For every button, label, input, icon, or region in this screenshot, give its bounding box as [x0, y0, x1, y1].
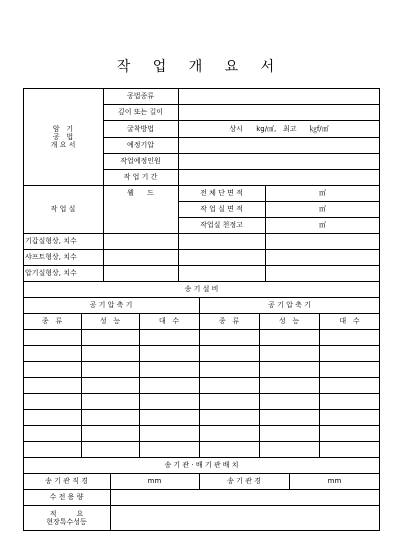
- grid-vline: [199, 473, 200, 489]
- compression-room-shape-label: 압기실형상, 치수: [25, 269, 77, 277]
- air-supply-section-title: 송 기 설 비: [184, 285, 219, 293]
- grid-hline: [23, 361, 380, 362]
- planned-workers-label: 작업예정인원: [120, 157, 161, 165]
- construction-method-value[interactable]: [178, 88, 380, 104]
- compressor-group-left: 공 기 압 축 기: [89, 301, 133, 309]
- grid-hline: [23, 233, 380, 234]
- workroom-sub-label: 웰 드: [127, 189, 154, 197]
- grid-hline: [23, 345, 380, 346]
- total-section-area-unit[interactable]: ㎡: [319, 189, 326, 197]
- grid-hline: [23, 249, 380, 250]
- power-capacity-label: 수 전 용 량: [49, 493, 84, 501]
- grid-hline: [103, 104, 380, 105]
- grid-hline: [103, 120, 380, 121]
- construction-method-label: 공법종류: [126, 92, 155, 100]
- grid-hline: [103, 137, 380, 138]
- grid-vline: [319, 313, 320, 457]
- grid-hline: [23, 313, 380, 314]
- ceiling-height-label: 작업실 천정고: [200, 221, 243, 229]
- airlock-shape-label: 기갑실형상, 치수: [25, 237, 77, 245]
- work-period-value[interactable]: [178, 169, 380, 185]
- supply-pipe-diameter-label: 송 기 관 직 경: [45, 477, 88, 485]
- grid-hline: [178, 201, 380, 202]
- document-title: 작 업 개 요 서: [116, 59, 284, 75]
- column-type-left: 종 류: [41, 317, 63, 325]
- grid-hline: [23, 409, 380, 410]
- pipe-diameter-label: 송 기 관 경: [227, 477, 261, 485]
- grid-vline: [199, 297, 200, 457]
- column-count-left: 대 수: [158, 317, 180, 325]
- planned-pressure-value[interactable]: [178, 137, 380, 153]
- grid-vline: [103, 88, 104, 281]
- column-count-right: 대 수: [339, 317, 360, 325]
- grid-vline: [259, 313, 260, 457]
- depth-length-label: 깊이 또는 길이: [117, 108, 164, 116]
- grid-vline: [139, 313, 140, 457]
- work-period-label: 작 업 기 간: [123, 173, 158, 181]
- compressor-group-right: 공 기 압 축 기: [268, 301, 311, 309]
- column-type-right: 종 류: [218, 317, 240, 325]
- planned-workers-value[interactable]: [178, 153, 380, 169]
- excavation-method-label: 굴착방법: [126, 124, 155, 133]
- supply-pipe-diameter-unit[interactable]: mm: [147, 477, 162, 485]
- grid-vline: [289, 473, 290, 489]
- grid-hline: [23, 441, 380, 442]
- grid-hline: [103, 169, 380, 170]
- grid-hline: [23, 185, 380, 186]
- grid-hline: [23, 473, 380, 474]
- remarks-label: 적 요 현장특수성등: [46, 510, 87, 526]
- grid-hline: [23, 489, 380, 490]
- pipe-diameter-unit[interactable]: mm: [327, 477, 342, 485]
- grid-vline: [81, 313, 82, 457]
- workroom-area-label: 작 업 실 면 적: [200, 205, 243, 213]
- power-capacity-value[interactable]: [110, 489, 380, 505]
- grid-hline: [103, 153, 380, 154]
- grid-hline: [178, 217, 380, 218]
- overview-group-label: 암 기 공 법 개 요 서: [50, 124, 76, 149]
- grid-hline: [23, 393, 380, 394]
- column-capacity-right: 성 능: [278, 317, 300, 325]
- workroom-label: 작 업 실: [50, 205, 76, 213]
- grid-hline: [23, 329, 380, 330]
- grid-hline: [23, 457, 380, 458]
- column-capacity-left: 성 능: [99, 317, 121, 325]
- grid-hline: [23, 425, 380, 426]
- depth-length-value[interactable]: [178, 104, 380, 120]
- grid-hline: [23, 377, 380, 378]
- grid-hline: [23, 281, 380, 282]
- ceiling-height-unit[interactable]: ㎡: [319, 221, 326, 229]
- remarks-value[interactable]: [110, 505, 380, 531]
- grid-hline: [23, 297, 380, 298]
- grid-vline: [178, 88, 179, 281]
- piping-section-title: 송 기 관 · 배 기 관 배 치: [164, 461, 239, 469]
- grid-hline: [23, 505, 380, 506]
- planned-pressure-label: 예정기압: [126, 141, 155, 149]
- grid-vline: [265, 185, 266, 281]
- grid-hline: [23, 265, 380, 266]
- pressure-value[interactable]: 상시 kg/㎠, 최고 ㎏f/㎠: [229, 124, 329, 133]
- grid-vline: [110, 473, 111, 531]
- total-section-area-label: 전 체 단 면 적: [200, 189, 243, 197]
- shaft-shape-label: 샤프트형상, 치수: [25, 253, 77, 261]
- workroom-area-unit[interactable]: ㎡: [319, 205, 326, 213]
